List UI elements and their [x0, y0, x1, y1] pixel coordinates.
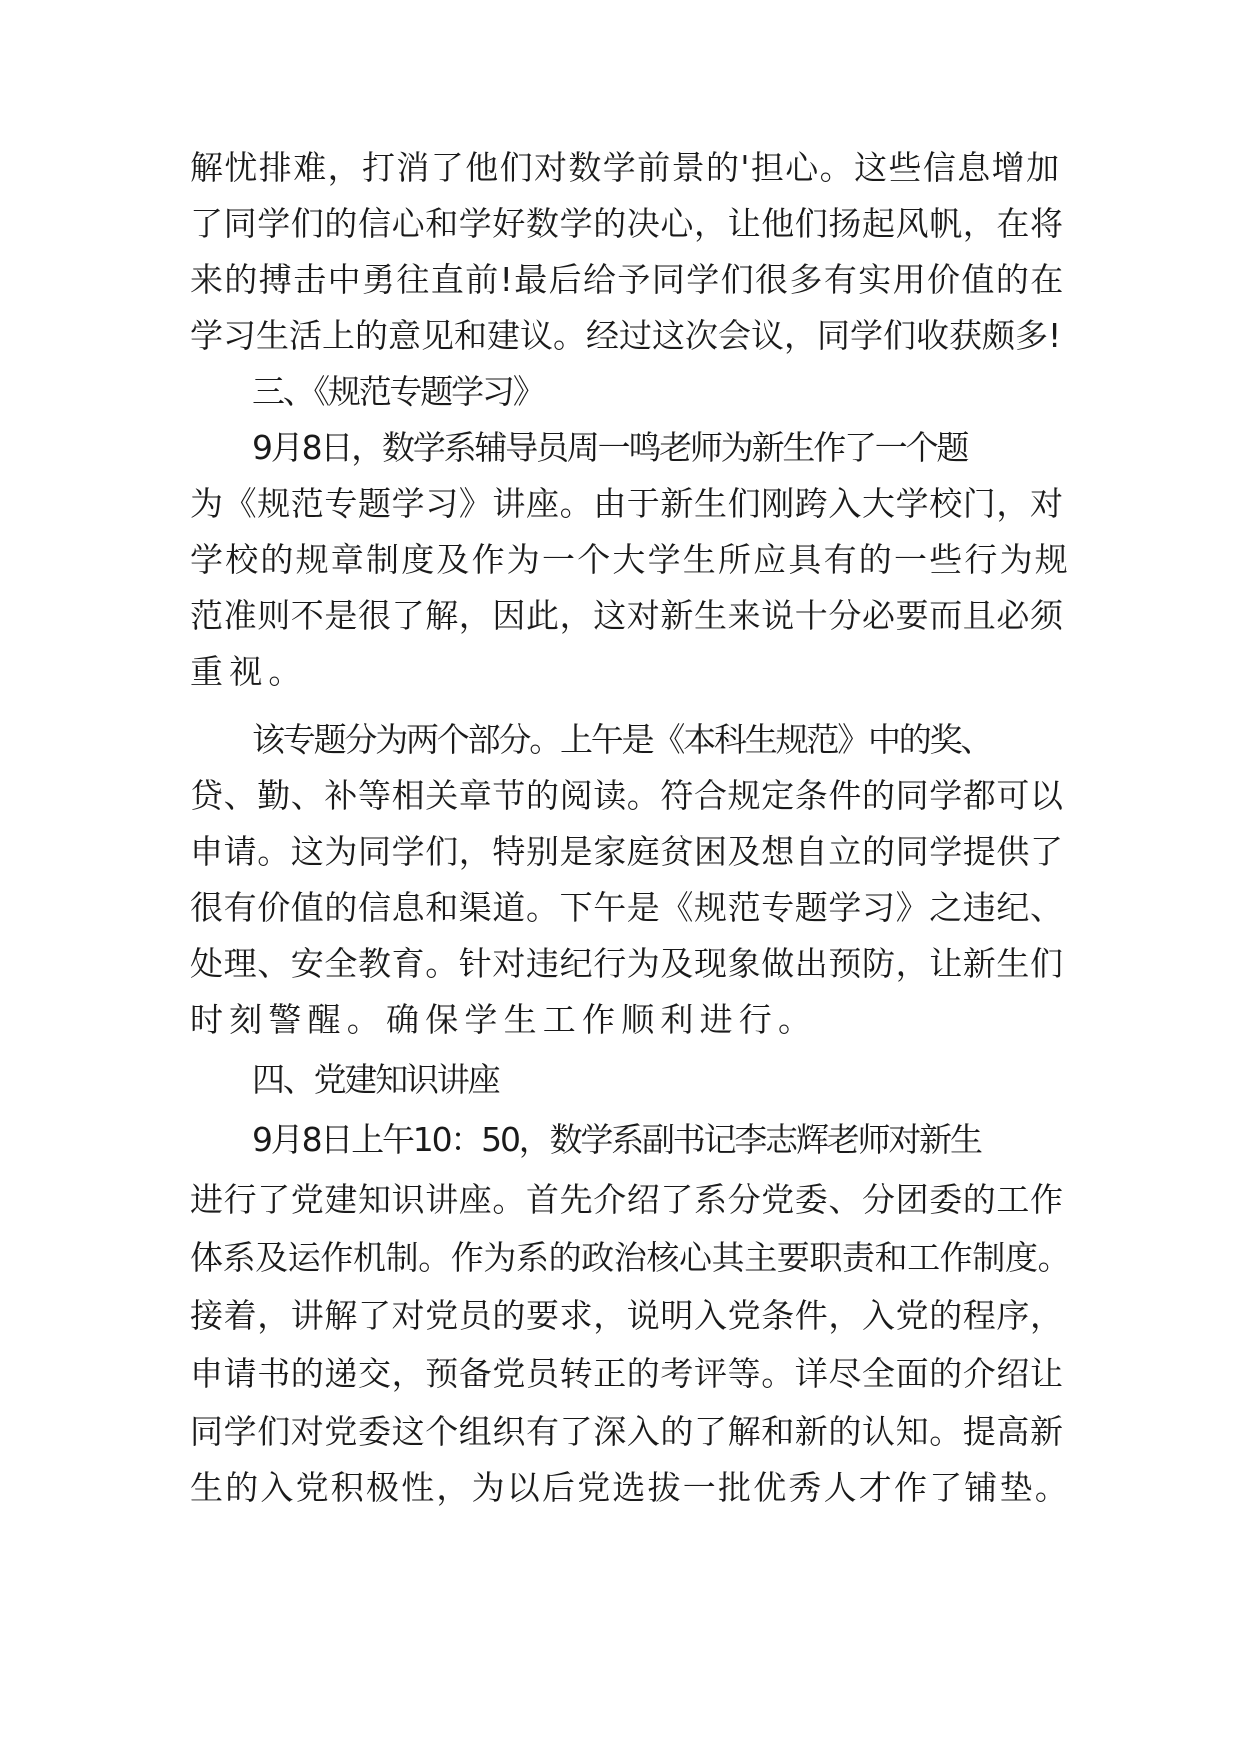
text-line: 该专题分为两个部分。上午是《本科生规范》中的奖、 — [252, 720, 992, 759]
text-line: 申请。这为同学们，特别是家庭贫困及想自立的同学提供了 — [190, 832, 1064, 871]
text-line: 了同学们的信心和学好数学的决心，让他们扬起风帆，在将 — [190, 204, 1064, 243]
section-heading: 四、党建知识讲座 — [252, 1060, 499, 1099]
text-line: 很有价值的信息和渠道。下午是《规范专题学习》之违纪、 — [190, 888, 1064, 927]
text-line: 接着，讲解了对党员的要求，说明入党条件，入党的程序， — [190, 1296, 1064, 1335]
text-line: 申请书的递交，预备党员转正的考评等。详尽全面的介绍让 — [190, 1354, 1064, 1393]
text-line: 为《规范专题学习》讲座。由于新生们刚跨入大学校门，对 — [190, 484, 1064, 523]
text-line: 学校的规章制度及作为一个大学生所应具有的一些行为规 — [190, 540, 1070, 579]
text-line: 范准则不是很了解，因此，这对新生来说十分必要而且必须 — [190, 596, 1064, 635]
text-line: 学习生活上的意见和建议。经过这次会议，同学们收获颇多! — [190, 316, 1062, 355]
text-line: 9月8日上午10：50，数学系副书记李志辉老师对新生 — [252, 1120, 981, 1159]
text-line: 解忧排难，打消了他们对数学前景的'担心。这些信息增加 — [190, 148, 1061, 187]
text-line: 9月8日，数学系辅导员周一鸣老师为新生作了一个题 — [252, 428, 968, 467]
text-line: 重视。 — [190, 652, 308, 691]
text-line: 进行了党建知识讲座。首先介绍了系分党委、分团委的工作 — [190, 1180, 1064, 1219]
section-heading: 三、《规范专题学习》 — [252, 372, 544, 411]
text-line: 来的搏击中勇往直前!最后给予同学们很多有实用价值的在 — [190, 260, 1065, 299]
text-line: 生的入党积极性，为以后党选拔一批优秀人才作了铺垫。 — [190, 1468, 1070, 1507]
text-line: 贷、勤、补等相关章节的阅读。符合规定条件的同学都可以 — [190, 776, 1064, 815]
text-line: 时刻警醒。确保学生工作顺利进行。 — [190, 1000, 818, 1039]
text-line: 处理、安全教育。针对违纪行为及现象做出预防，让新生们 — [190, 944, 1064, 983]
text-line: 体系及运作机制。作为系的政治核心其主要职责和工作制度。 — [190, 1238, 1071, 1277]
text-line: 同学们对党委这个组织有了深入的了解和新的认知。提高新 — [190, 1412, 1064, 1451]
